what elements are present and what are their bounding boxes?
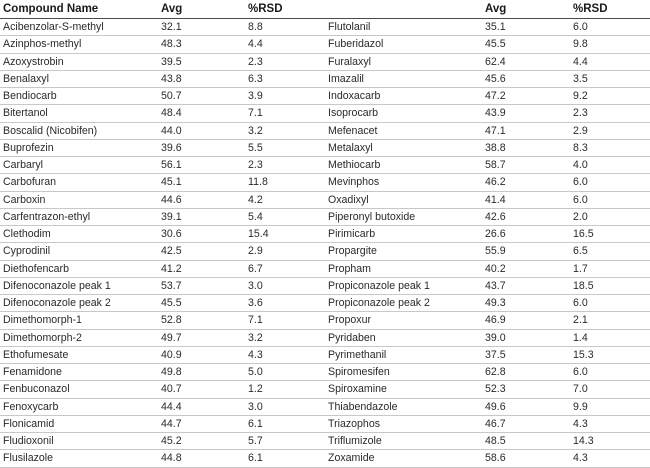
cell-rsd-value: 6.0 [570,174,650,191]
table-row [0,415,650,432]
cell-avg-value: 58.7 [482,157,570,174]
cell-compound-name: Azinphos-methyl [0,36,158,53]
cell-rsd-value: 5.5 [245,139,325,156]
table-row [0,260,650,277]
cell-rsd-value: 5.7 [245,433,325,450]
cell-avg-value: 44.7 [158,415,245,432]
cell-avg-value: 44.4 [158,398,245,415]
table-row [0,398,650,415]
cell-compound-name: Fludioxonil [0,433,158,450]
cell-rsd-value: 18.5 [570,277,650,294]
cell-avg-value: 50.7 [158,88,245,105]
cell-compound-name: Fenamidone [0,364,158,381]
cell-rsd-value: 2.9 [570,122,650,139]
cell-compound-name: Difenoconazole peak 2 [0,295,158,312]
cell-compound-name: Methiocarb [325,157,482,174]
cell-rsd-value: 4.3 [245,346,325,363]
cell-rsd-value: 8.3 [570,139,650,156]
table-row [0,243,650,260]
cell-compound-name: Propham [325,260,482,277]
cell-compound-name: Pyrimethanil [325,346,482,363]
cell-avg-value: 41.4 [482,191,570,208]
cell-compound-name: Isoprocarb [325,105,482,122]
cell-compound-name: Flusilazole [0,450,158,467]
cell-compound-name: Ethofumesate [0,346,158,363]
cell-avg-value: 46.2 [482,174,570,191]
cell-rsd-value: 6.0 [570,191,650,208]
cell-rsd-value: 1.4 [570,329,650,346]
cell-compound-name: Zoxamide [325,450,482,467]
cell-rsd-value: 16.5 [570,226,650,243]
cell-avg-value: 43.8 [158,70,245,87]
cell-compound-name: Dimethomorph-1 [0,312,158,329]
cell-compound-name: Azoxystrobin [0,53,158,70]
cell-compound-name: Boscalid (Nicobifen) [0,122,158,139]
table-row [0,295,650,312]
cell-avg-value: 30.6 [158,226,245,243]
cell-rsd-value: 2.1 [570,312,650,329]
cell-rsd-value: 4.2 [245,191,325,208]
cell-compound-name: Mefenacet [325,122,482,139]
cell-avg-value: 38.8 [482,139,570,156]
cell-avg-value: 47.1 [482,122,570,139]
cell-compound-name: Triflumizole [325,433,482,450]
cell-compound-name: Propargite [325,243,482,260]
header-rsd: %RSD [245,0,325,19]
cell-compound-name: Carbaryl [0,157,158,174]
cell-compound-name: Propiconazole peak 1 [325,277,482,294]
cell-compound-name: Triazophos [325,415,482,432]
cell-rsd-value: 3.6 [245,295,325,312]
cell-rsd-value: 3.2 [245,329,325,346]
cell-avg-value: 39.6 [158,139,245,156]
cell-rsd-value: 3.2 [245,122,325,139]
header-compound-name: Compound Name [0,0,158,19]
cell-compound-name: Oxadixyl [325,191,482,208]
cell-compound-name: Bitertanol [0,105,158,122]
cell-compound-name: Piperonyl butoxide [325,208,482,225]
table-header-row [0,0,650,19]
cell-rsd-value: 2.9 [245,243,325,260]
cell-avg-value: 42.5 [158,243,245,260]
cell-avg-value: 32.1 [158,19,245,36]
cell-compound-name: Flutolanil [325,19,482,36]
cell-rsd-value: 4.4 [245,36,325,53]
cell-compound-name: Acibenzolar-S-methyl [0,19,158,36]
table-row [0,70,650,87]
cell-avg-value: 62.8 [482,364,570,381]
cell-avg-value: 48.3 [158,36,245,53]
cell-compound-name: Propiconazole peak 2 [325,295,482,312]
cell-rsd-value: 15.3 [570,346,650,363]
cell-compound-name: Propoxur [325,312,482,329]
cell-rsd-value: 7.0 [570,381,650,398]
cell-avg-value: 49.7 [158,329,245,346]
cell-rsd-value: 1.2 [245,381,325,398]
cell-rsd-value: 2.3 [245,53,325,70]
cell-compound-name: Pyridaben [325,329,482,346]
cell-rsd-value: 5.0 [245,364,325,381]
header-avg-2: Avg [482,0,570,19]
cell-avg-value: 53.7 [158,277,245,294]
cell-rsd-value: 6.1 [245,450,325,467]
cell-rsd-value: 7.1 [245,105,325,122]
cell-avg-value: 49.3 [482,295,570,312]
cell-rsd-value: 14.3 [570,433,650,450]
table-row [0,88,650,105]
table-row [0,226,650,243]
cell-rsd-value: 6.5 [570,243,650,260]
cell-rsd-value: 15.4 [245,226,325,243]
cell-compound-name: Clethodim [0,226,158,243]
table-body [0,19,650,468]
cell-compound-name: Cyprodinil [0,243,158,260]
cell-avg-value: 62.4 [482,53,570,70]
cell-rsd-value: 7.1 [245,312,325,329]
cell-compound-name: Spiromesifen [325,364,482,381]
cell-avg-value: 35.1 [482,19,570,36]
cell-avg-value: 26.6 [482,226,570,243]
cell-avg-value: 49.8 [158,364,245,381]
cell-avg-value: 52.8 [158,312,245,329]
cell-rsd-value: 11.8 [245,174,325,191]
cell-avg-value: 46.9 [482,312,570,329]
cell-avg-value: 48.5 [482,433,570,450]
cell-compound-name: Diethofencarb [0,260,158,277]
cell-compound-name: Furalaxyl [325,53,482,70]
cell-rsd-value: 2.3 [245,157,325,174]
cell-rsd-value: 6.0 [570,295,650,312]
cell-rsd-value: 9.9 [570,398,650,415]
cell-rsd-value: 4.3 [570,415,650,432]
cell-rsd-value: 6.3 [245,70,325,87]
cell-compound-name: Fuberidazol [325,36,482,53]
cell-compound-name: Flonicamid [0,415,158,432]
cell-compound-name: Metalaxyl [325,139,482,156]
cell-avg-value: 52.3 [482,381,570,398]
cell-rsd-value: 3.0 [245,277,325,294]
cell-rsd-value: 2.0 [570,208,650,225]
cell-avg-value: 41.2 [158,260,245,277]
table-row [0,329,650,346]
table-row [0,105,650,122]
cell-avg-value: 45.2 [158,433,245,450]
cell-rsd-value: 6.0 [570,364,650,381]
cell-avg-value: 39.5 [158,53,245,70]
cell-rsd-value: 4.0 [570,157,650,174]
table-row [0,19,650,36]
cell-compound-name: Carbofuran [0,174,158,191]
table-row [0,122,650,139]
table-row [0,312,650,329]
cell-compound-name: Fenoxycarb [0,398,158,415]
cell-avg-value: 39.1 [158,208,245,225]
cell-compound-name: Mevinphos [325,174,482,191]
cell-compound-name: Spiroxamine [325,381,482,398]
cell-avg-value: 43.7 [482,277,570,294]
header-avg: Avg [158,0,245,19]
cell-avg-value: 40.2 [482,260,570,277]
cell-avg-value: 45.6 [482,70,570,87]
table-row [0,139,650,156]
cell-compound-name: Bendiocarb [0,88,158,105]
table-row [0,36,650,53]
cell-compound-name: Carfentrazon-ethyl [0,208,158,225]
cell-avg-value: 44.8 [158,450,245,467]
table-row [0,364,650,381]
cell-compound-name: Difenoconazole peak 1 [0,277,158,294]
cell-rsd-value: 5.4 [245,208,325,225]
cell-avg-value: 55.9 [482,243,570,260]
cell-avg-value: 46.7 [482,415,570,432]
cell-rsd-value: 4.4 [570,53,650,70]
cell-rsd-value: 4.3 [570,450,650,467]
cell-avg-value: 37.5 [482,346,570,363]
table-row [0,174,650,191]
table-row [0,433,650,450]
cell-rsd-value: 3.5 [570,70,650,87]
cell-rsd-value: 6.0 [570,19,650,36]
table-row [0,53,650,70]
cell-compound-name: Pirimicarb [325,226,482,243]
table-row [0,191,650,208]
cell-avg-value: 45.5 [482,36,570,53]
cell-compound-name: Fenbuconazol [0,381,158,398]
cell-avg-value: 44.6 [158,191,245,208]
cell-avg-value: 40.9 [158,346,245,363]
cell-avg-value: 43.9 [482,105,570,122]
cell-compound-name: Imazalil [325,70,482,87]
cell-rsd-value: 1.7 [570,260,650,277]
header-rsd-2: %RSD [570,0,650,19]
cell-avg-value: 47.2 [482,88,570,105]
table-row [0,208,650,225]
cell-compound-name: Indoxacarb [325,88,482,105]
cell-compound-name: Carboxin [0,191,158,208]
table-row [0,157,650,174]
table-row [0,277,650,294]
cell-compound-name: Benalaxyl [0,70,158,87]
cell-rsd-value: 6.1 [245,415,325,432]
cell-rsd-value: 6.7 [245,260,325,277]
cell-rsd-value: 2.3 [570,105,650,122]
cell-compound-name: Buprofezin [0,139,158,156]
table-row [0,381,650,398]
header-compound-name-2 [325,0,482,19]
cell-avg-value: 40.7 [158,381,245,398]
cell-avg-value: 44.0 [158,122,245,139]
cell-avg-value: 45.1 [158,174,245,191]
cell-rsd-value: 3.0 [245,398,325,415]
cell-rsd-value: 9.8 [570,36,650,53]
cell-avg-value: 58.6 [482,450,570,467]
cell-compound-name: Dimethomorph-2 [0,329,158,346]
cell-avg-value: 39.0 [482,329,570,346]
cell-rsd-value: 3.9 [245,88,325,105]
cell-rsd-value: 9.2 [570,88,650,105]
cell-avg-value: 42.6 [482,208,570,225]
cell-avg-value: 45.5 [158,295,245,312]
cell-rsd-value: 8.8 [245,19,325,36]
table-row [0,346,650,363]
cell-avg-value: 56.1 [158,157,245,174]
cell-avg-value: 49.6 [482,398,570,415]
table-row [0,450,650,467]
cell-avg-value: 48.4 [158,105,245,122]
cell-compound-name: Thiabendazole [325,398,482,415]
